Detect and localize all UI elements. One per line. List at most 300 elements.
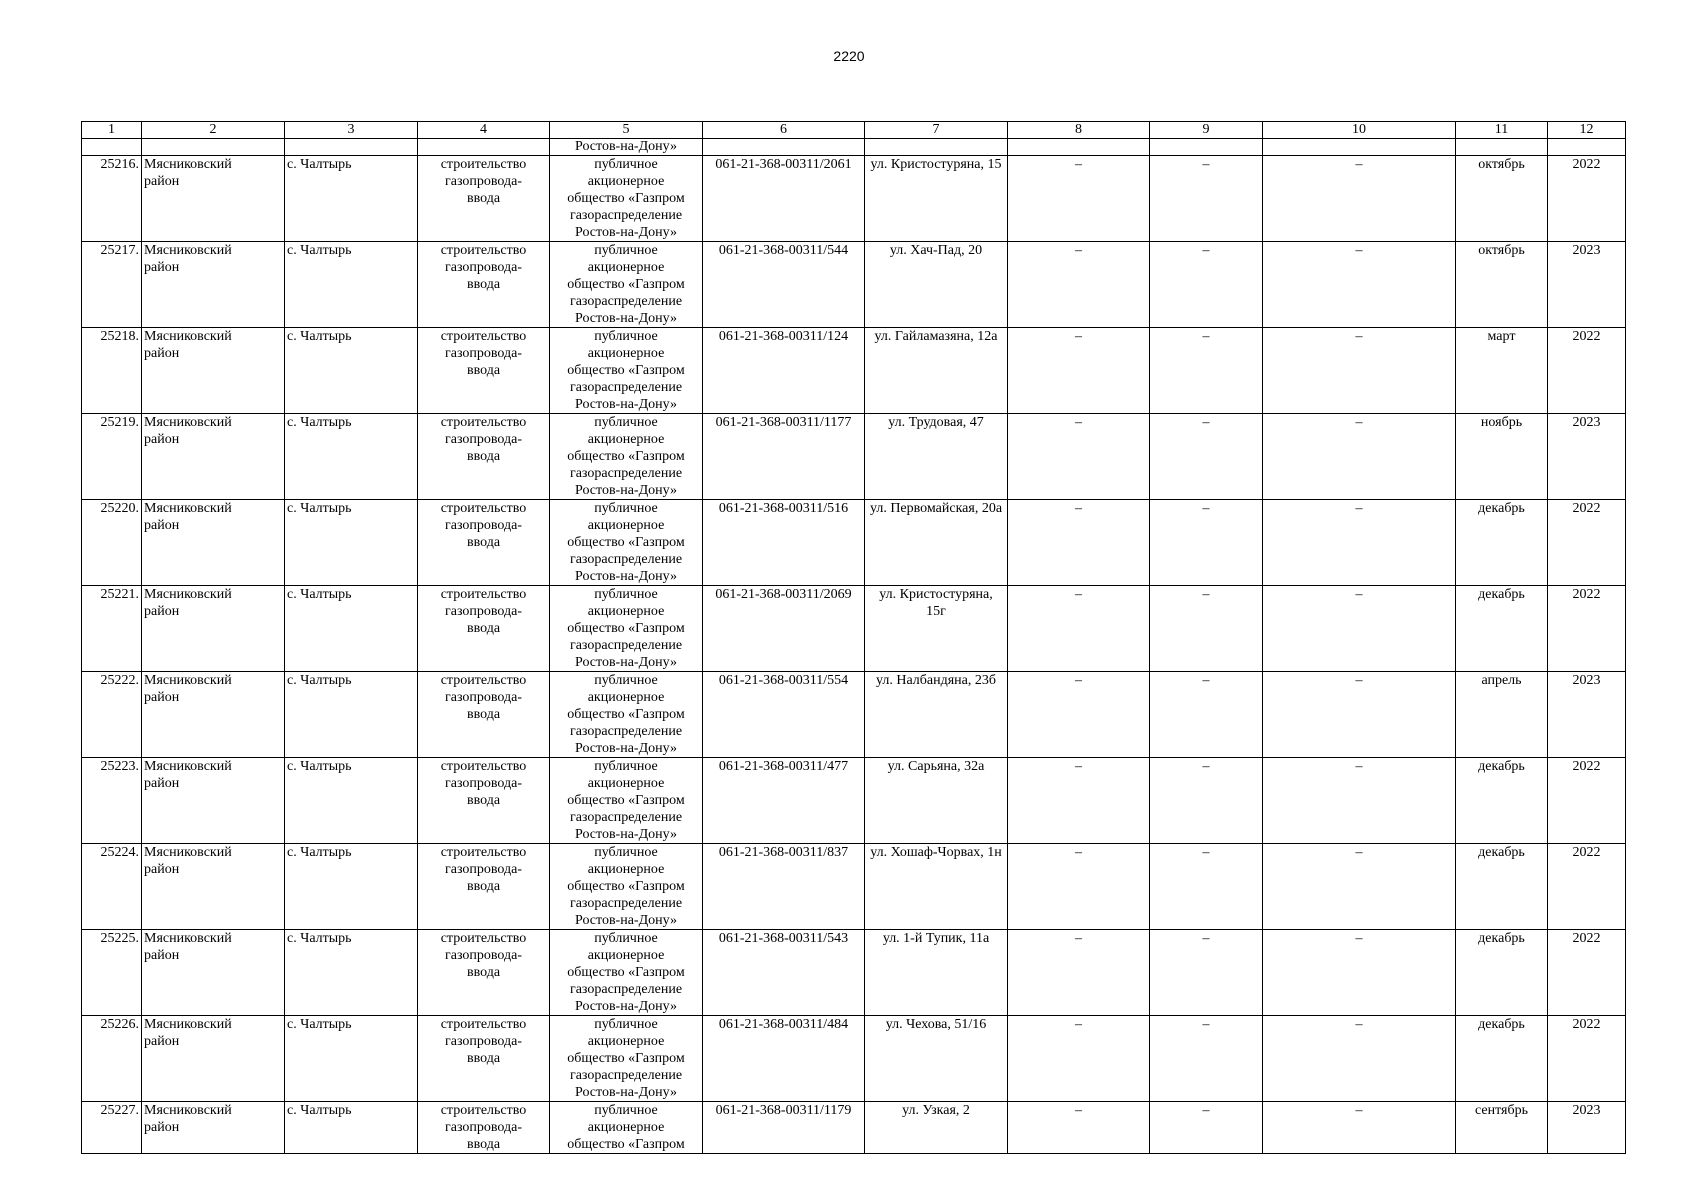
month: октябрь <box>1456 242 1548 328</box>
page-number: 2220 <box>833 48 865 64</box>
column-header: 8 <box>1008 122 1150 139</box>
column-10-value: – <box>1263 586 1456 672</box>
district-line: район <box>144 346 180 361</box>
row-number: 25225. <box>82 930 142 1016</box>
district-line: район <box>144 1034 180 1049</box>
organization <box>550 758 703 844</box>
address <box>865 242 1008 328</box>
table-row <box>82 500 1626 586</box>
work-type-line: ввода <box>466 277 501 292</box>
table-row <box>82 328 1626 414</box>
work-type-line: газопровода- <box>444 1034 522 1049</box>
organization <box>550 930 703 1016</box>
organization-line: публичное <box>594 243 658 258</box>
settlement: с. Чалтырь <box>285 414 418 500</box>
organization-line: общество «Газпром <box>567 793 685 808</box>
organization-line: газораспределение <box>569 1068 683 1083</box>
work-type-line: ввода <box>466 1051 501 1066</box>
organization <box>550 500 703 586</box>
row-number: 25222. <box>82 672 142 758</box>
organization-line: общество «Газпром <box>567 965 685 980</box>
organization <box>550 672 703 758</box>
column-9-value: – <box>1150 672 1263 758</box>
column-header: 11 <box>1456 122 1548 139</box>
row-number: 25221. <box>82 586 142 672</box>
year: 2022 <box>1548 586 1626 672</box>
column-header: 12 <box>1548 122 1626 139</box>
organization-line: газораспределение <box>569 982 683 997</box>
table-row <box>82 156 1626 242</box>
registry-code: 061-21-368-00311/2069 <box>703 586 865 672</box>
column-10-value: – <box>1263 414 1456 500</box>
address-line: ул. 1-й Тупик, 11а <box>882 931 990 946</box>
district-line: район <box>144 174 180 189</box>
column-10-value: – <box>1263 328 1456 414</box>
registry-code: 061-21-368-00311/1177 <box>703 414 865 500</box>
organization-line: Ростов-на-Дону» <box>575 1085 677 1100</box>
work-type-line: газопровода- <box>444 776 522 791</box>
column-9-value: – <box>1150 328 1263 414</box>
work-type-line: ввода <box>466 535 501 550</box>
address-line: ул. Сарьяна, 32а <box>887 759 985 774</box>
row-number: 25224. <box>82 844 142 930</box>
registry-code: 061-21-368-00311/2061 <box>703 156 865 242</box>
column-9-value: – <box>1150 1102 1263 1154</box>
month: ноябрь <box>1456 414 1548 500</box>
work-type-line: ввода <box>466 449 501 464</box>
address-line: ул. Хач-Пад, 20 <box>889 243 983 258</box>
table-cell <box>1456 139 1548 156</box>
month: апрель <box>1456 672 1548 758</box>
organization-line: акционерное <box>587 690 665 705</box>
address <box>865 758 1008 844</box>
district <box>142 1102 285 1154</box>
district <box>142 500 285 586</box>
organization-line: акционерное <box>587 346 665 361</box>
organization-line: Ростов-на-Дону» <box>575 483 677 498</box>
column-10-value: – <box>1263 844 1456 930</box>
organization-line: общество «Газпром <box>567 449 685 464</box>
organization-line: газораспределение <box>569 638 683 653</box>
organization <box>550 844 703 930</box>
year: 2023 <box>1548 1102 1626 1154</box>
month: сентябрь <box>1456 1102 1548 1154</box>
month: декабрь <box>1456 500 1548 586</box>
work-type-line: строительство <box>440 501 527 516</box>
settlement: с. Чалтырь <box>285 156 418 242</box>
column-8-value: – <box>1008 328 1150 414</box>
address-line: 15г <box>926 604 946 619</box>
address-line: ул. Узкая, 2 <box>902 1103 970 1118</box>
district <box>142 844 285 930</box>
registry-code: 061-21-368-00311/124 <box>703 328 865 414</box>
row-number: 25227. <box>82 1102 142 1154</box>
district-line: Мясниковский <box>144 501 232 516</box>
organization-line: Ростов-на-Дону» <box>575 741 677 756</box>
column-8-value: – <box>1008 1016 1150 1102</box>
work-type-line: ввода <box>466 879 501 894</box>
organization-line: акционерное <box>587 1034 665 1049</box>
address <box>865 500 1008 586</box>
organization-line: общество «Газпром <box>567 277 685 292</box>
district-line: район <box>144 862 180 877</box>
table-row <box>82 586 1626 672</box>
organization-line: газораспределение <box>569 552 683 567</box>
address <box>865 328 1008 414</box>
table-row <box>82 844 1626 930</box>
work-type <box>418 758 550 844</box>
table-row <box>82 1016 1626 1102</box>
work-type-line: ввода <box>466 621 501 636</box>
column-header: 7 <box>865 122 1008 139</box>
registry-code: 061-21-368-00311/1179 <box>703 1102 865 1154</box>
organization-line: газораспределение <box>569 466 683 481</box>
work-type <box>418 844 550 930</box>
organization-line: акционерное <box>587 174 665 189</box>
work-type-line: газопровода- <box>444 604 522 619</box>
organization-line: газораспределение <box>569 380 683 395</box>
organization <box>550 1016 703 1102</box>
organization-line: газораспределение <box>569 208 683 223</box>
organization-line: общество «Газпром <box>567 621 685 636</box>
column-header: 6 <box>703 122 865 139</box>
column-header: 10 <box>1263 122 1456 139</box>
organization-line: газораспределение <box>569 294 683 309</box>
organization-line: публичное <box>594 1103 658 1118</box>
table-cell <box>285 139 418 156</box>
column-9-value: – <box>1150 242 1263 328</box>
year: 2023 <box>1548 672 1626 758</box>
district <box>142 156 285 242</box>
work-type <box>418 586 550 672</box>
work-type <box>418 328 550 414</box>
month: декабрь <box>1456 586 1548 672</box>
organization-line: публичное <box>594 845 658 860</box>
column-10-value: – <box>1263 156 1456 242</box>
address <box>865 414 1008 500</box>
organization-line: публичное <box>594 1017 658 1032</box>
address-line: ул. Хошаф-Чорвах, 1н <box>870 845 1002 860</box>
registry-code: 061-21-368-00311/544 <box>703 242 865 328</box>
organization-line: акционерное <box>587 604 665 619</box>
district-line: Мясниковский <box>144 329 232 344</box>
table-cell <box>1008 139 1150 156</box>
month: март <box>1456 328 1548 414</box>
address <box>865 844 1008 930</box>
organization-line: Ростов-на-Дону» <box>575 225 677 240</box>
settlement: с. Чалтырь <box>285 586 418 672</box>
organization-line: акционерное <box>587 1120 665 1135</box>
organization <box>550 242 703 328</box>
address-line: ул. Первомайская, 20а <box>869 501 1003 516</box>
organization-line: Ростов-на-Дону» <box>575 655 677 670</box>
settlement: с. Чалтырь <box>285 1016 418 1102</box>
organization-line: акционерное <box>587 260 665 275</box>
work-type-line: строительство <box>440 759 527 774</box>
column-header: 9 <box>1150 122 1263 139</box>
work-type-line: строительство <box>440 1103 527 1118</box>
address <box>865 672 1008 758</box>
settlement: с. Чалтырь <box>285 672 418 758</box>
district <box>142 242 285 328</box>
work-type <box>418 672 550 758</box>
organization-line: общество «Газпром <box>567 1137 685 1152</box>
year: 2022 <box>1548 758 1626 844</box>
column-10-value: – <box>1263 1102 1456 1154</box>
column-9-value: – <box>1150 1016 1263 1102</box>
year: 2022 <box>1548 500 1626 586</box>
column-9-value: – <box>1150 586 1263 672</box>
district-line: Мясниковский <box>144 243 232 258</box>
work-type-line: газопровода- <box>444 432 522 447</box>
organization-line: общество «Газпром <box>567 535 685 550</box>
work-type-line: газопровода- <box>444 346 522 361</box>
district <box>142 1016 285 1102</box>
work-type-line: строительство <box>440 587 527 602</box>
work-type-line: строительство <box>440 157 527 172</box>
column-10-value: – <box>1263 930 1456 1016</box>
organization-line: публичное <box>594 329 658 344</box>
table-row <box>82 758 1626 844</box>
month: октябрь <box>1456 156 1548 242</box>
row-number: 25226. <box>82 1016 142 1102</box>
row-number: 25219. <box>82 414 142 500</box>
district-line: район <box>144 948 180 963</box>
column-8-value: – <box>1008 1102 1150 1154</box>
district-line: район <box>144 604 180 619</box>
district-line: район <box>144 690 180 705</box>
column-number-row <box>82 122 1626 139</box>
address <box>865 586 1008 672</box>
organization-line: публичное <box>594 931 658 946</box>
table-row <box>82 242 1626 328</box>
organization-line: общество «Газпром <box>567 191 685 206</box>
district-line: Мясниковский <box>144 587 232 602</box>
work-type-line: газопровода- <box>444 260 522 275</box>
column-header: 4 <box>418 122 550 139</box>
settlement: с. Чалтырь <box>285 242 418 328</box>
organization-line: Ростов-на-Дону» <box>575 913 677 928</box>
work-type-line: строительство <box>440 931 527 946</box>
column-8-value: – <box>1008 242 1150 328</box>
month: декабрь <box>1456 930 1548 1016</box>
organization <box>550 1102 703 1154</box>
column-10-value: – <box>1263 672 1456 758</box>
organization-line: акционерное <box>587 862 665 877</box>
address-line: ул. Чехова, 51/16 <box>885 1017 987 1032</box>
organization-line: Ростов-на-Дону» <box>575 397 677 412</box>
organization <box>550 414 703 500</box>
district-line: район <box>144 518 180 533</box>
registry-code: 061-21-368-00311/543 <box>703 930 865 1016</box>
table-cell <box>142 139 285 156</box>
address <box>865 1016 1008 1102</box>
work-type <box>418 414 550 500</box>
work-type-line: строительство <box>440 243 527 258</box>
work-type-line: ввода <box>466 965 501 980</box>
month: декабрь <box>1456 758 1548 844</box>
address <box>865 1102 1008 1154</box>
row-number: 25220. <box>82 500 142 586</box>
table-cell <box>703 139 865 156</box>
settlement: с. Чалтырь <box>285 844 418 930</box>
work-type-line: строительство <box>440 845 527 860</box>
row-number: 25218. <box>82 328 142 414</box>
column-header: 3 <box>285 122 418 139</box>
district <box>142 414 285 500</box>
work-type <box>418 930 550 1016</box>
registry-table <box>81 121 1626 1154</box>
table-cell <box>865 139 1008 156</box>
table-cell <box>1150 139 1263 156</box>
column-8-value: – <box>1008 672 1150 758</box>
organization-line: Ростов-на-Дону» <box>575 569 677 584</box>
column-10-value: – <box>1263 500 1456 586</box>
district-line: район <box>144 432 180 447</box>
organization-line: газораспределение <box>569 724 683 739</box>
year: 2022 <box>1548 844 1626 930</box>
column-9-value: – <box>1150 844 1263 930</box>
year: 2022 <box>1548 328 1626 414</box>
table-row <box>82 1102 1626 1154</box>
organization <box>550 586 703 672</box>
work-type-line: строительство <box>440 673 527 688</box>
work-type-line: газопровода- <box>444 1120 522 1135</box>
work-type <box>418 1016 550 1102</box>
district-line: район <box>144 776 180 791</box>
organization-line: публичное <box>594 501 658 516</box>
district-line: Мясниковский <box>144 673 232 688</box>
work-type-line: ввода <box>466 793 501 808</box>
row-number: 25217. <box>82 242 142 328</box>
work-type-line: газопровода- <box>444 518 522 533</box>
table-row <box>82 672 1626 758</box>
column-header: 2 <box>142 122 285 139</box>
column-8-value: – <box>1008 586 1150 672</box>
district-line: район <box>144 1120 180 1135</box>
column-8-value: – <box>1008 844 1150 930</box>
table-row <box>82 930 1626 1016</box>
column-8-value: – <box>1008 156 1150 242</box>
address-line: ул. Налбандяна, 23б <box>875 673 997 688</box>
work-type-line: строительство <box>440 415 527 430</box>
address-line: ул. Кристостуряна, <box>879 587 993 602</box>
organization-line: публичное <box>594 587 658 602</box>
column-9-value: – <box>1150 500 1263 586</box>
organization-line: Ростов-на-Дону» <box>575 311 677 326</box>
work-type-line: газопровода- <box>444 948 522 963</box>
work-type-line: газопровода- <box>444 862 522 877</box>
settlement: с. Чалтырь <box>285 930 418 1016</box>
district-line: Мясниковский <box>144 1017 232 1032</box>
district-line: Мясниковский <box>144 1103 232 1118</box>
organization-line: общество «Газпром <box>567 363 685 378</box>
work-type-line: газопровода- <box>444 174 522 189</box>
district-line: Мясниковский <box>144 759 232 774</box>
district <box>142 328 285 414</box>
registry-body <box>82 139 1626 1154</box>
work-type-line: строительство <box>440 329 527 344</box>
district <box>142 930 285 1016</box>
year: 2022 <box>1548 1016 1626 1102</box>
address-line: ул. Трудовая, 47 <box>888 415 984 430</box>
organization-line: общество «Газпром <box>567 1051 685 1066</box>
work-type-line: ввода <box>466 707 501 722</box>
organization-line: публичное <box>594 415 658 430</box>
column-9-value: – <box>1150 156 1263 242</box>
table-cell <box>1548 139 1626 156</box>
organization-line: общество «Газпром <box>567 879 685 894</box>
district-line: Мясниковский <box>144 845 232 860</box>
table-cell: Ростов-на-Дону» <box>550 139 703 156</box>
address <box>865 156 1008 242</box>
address-line: ул. Гайламазяна, 12а <box>874 329 998 344</box>
work-type-line: ввода <box>466 363 501 378</box>
district-line: район <box>144 260 180 275</box>
settlement: с. Чалтырь <box>285 328 418 414</box>
settlement: с. Чалтырь <box>285 758 418 844</box>
table-cell <box>418 139 550 156</box>
column-9-value: – <box>1150 758 1263 844</box>
registry-code: 061-21-368-00311/484 <box>703 1016 865 1102</box>
district <box>142 672 285 758</box>
district <box>142 586 285 672</box>
organization-line: газораспределение <box>569 810 683 825</box>
column-header: 1 <box>82 122 142 139</box>
organization-line: газораспределение <box>569 896 683 911</box>
district <box>142 758 285 844</box>
organization-line: общество «Газпром <box>567 707 685 722</box>
organization-line: публичное <box>594 673 658 688</box>
organization-line: акционерное <box>587 948 665 963</box>
year: 2023 <box>1548 414 1626 500</box>
work-type-line: газопровода- <box>444 690 522 705</box>
district-line: Мясниковский <box>144 157 232 172</box>
work-type <box>418 242 550 328</box>
column-8-value: – <box>1008 414 1150 500</box>
organization-line: акционерное <box>587 776 665 791</box>
work-type-line: ввода <box>466 1137 501 1152</box>
column-9-value: – <box>1150 930 1263 1016</box>
settlement: с. Чалтырь <box>285 500 418 586</box>
organization-line: Ростов-на-Дону» <box>575 999 677 1014</box>
column-10-value: – <box>1263 1016 1456 1102</box>
settlement: с. Чалтырь <box>285 1102 418 1154</box>
organization-line: акционерное <box>587 432 665 447</box>
row-number: 25223. <box>82 758 142 844</box>
work-type <box>418 1102 550 1154</box>
month: декабрь <box>1456 1016 1548 1102</box>
column-8-value: – <box>1008 930 1150 1016</box>
column-header: 5 <box>550 122 703 139</box>
work-type <box>418 500 550 586</box>
table-row <box>82 414 1626 500</box>
row-number: 25216. <box>82 156 142 242</box>
organization-line: публичное <box>594 157 658 172</box>
district-line: Мясниковский <box>144 931 232 946</box>
organization <box>550 156 703 242</box>
column-8-value: – <box>1008 758 1150 844</box>
year: 2022 <box>1548 156 1626 242</box>
address-line: ул. Кристостуряна, 15 <box>870 157 1002 172</box>
registry-code: 061-21-368-00311/516 <box>703 500 865 586</box>
address <box>865 930 1008 1016</box>
column-9-value: – <box>1150 414 1263 500</box>
month: декабрь <box>1456 844 1548 930</box>
organization <box>550 328 703 414</box>
registry-code: 061-21-368-00311/477 <box>703 758 865 844</box>
table-cell <box>82 139 142 156</box>
